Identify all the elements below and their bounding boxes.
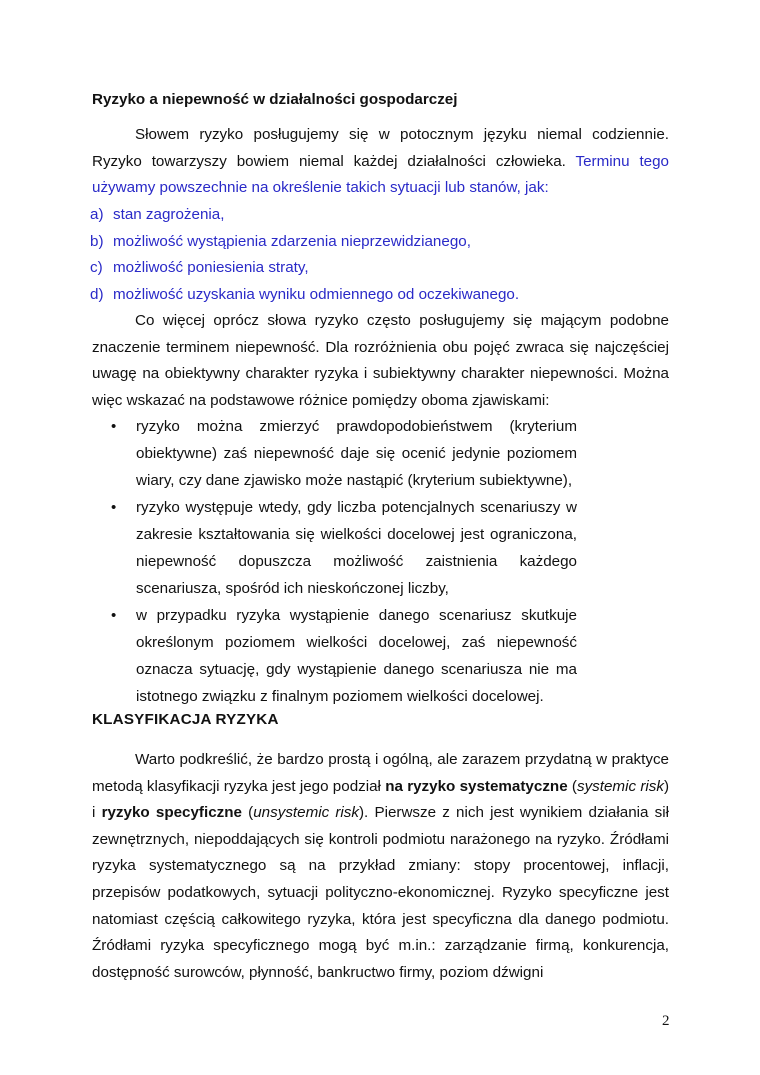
text-run: ( [241, 804, 254, 822]
page-heading: Ryzyko a niepewność w działalności gospodarczej [92, 91, 458, 108]
page-number: 2 [662, 1013, 670, 1029]
bullet-text: ryzyko występuje wtedy, gdy liczba potencjalnych scenariuszy w zakresie kształtowania się wielkości docelowej jest ograniczona, niepewność dopuszcza możliwość zaistnienia każdego scenariusza, spośród ich nieskończonej liczby, [136, 499, 577, 597]
text-run: Warto podkreślić, że bardzo prostą i ogólną, ale zarazem przydatną w praktyce metodą klasyfikacji ryzyka jest jego podział [92, 751, 669, 795]
italic-term-systemic: systemic risk [576, 777, 664, 795]
italic-term-unsystemic: unsystemic risk [253, 804, 359, 822]
comparison-paragraph: Co więcej oprócz słowa ryzyko często posługujemy się mającym podobne znaczenie terminem niepewność. Dla rozróżnienia obu pojęć zwraca się najczęściej uwagę na obiektywny charakter ryzyka i subiektywny charakter niepewności. Można więc wskazać na podstawowe różnice pomiędzy oboma zjawiskami: [92, 312, 669, 409]
bullet-item [110, 494, 577, 602]
list-item-text: stan zagrożenia, [113, 206, 225, 223]
bullet-dot-icon: • [111, 499, 117, 516]
ordered-list [90, 202, 667, 308]
bullet-text: w przypadku ryzyka wystąpienie danego scenariusz skutkuje określonym poziomem wielkości docelowej, zaś niepewność oznacza sytuację, gdy wystąpienie danego scenariusza nie ma istotnego związku z finalnym poziomem wielkości docelowej. [136, 607, 577, 705]
bullet-text: ryzyko można zmierzyć prawdopodobieństwem (kryterium obiektywne) zaś niepewność daje się ocenić jedynie poziomem wiary, czy dane zjawisko może nastąpić (kryterium subiektywne), [136, 418, 577, 489]
list-item [90, 282, 667, 309]
text-run: ). Pierwsze z nich jest wynikiem działania sił zewnętrznych, niepoddających się kontroli podmiotu narażonego na ryzyko. Źródłami ryzyka systematycznego są na przykład zmiany: stopy procentowej, inflacji, przepisów podatkowych, sytuacji polityczno-ekonomicznej. Ryzyko specyficzne jest natomiast częścią całkowitego ryzyka, która jest specyficzna dla danego podmiotu. Źródłami ryzyka specyficznego mogą być m.in.: zarządzanie firmą, konkurencja, dostępność surowców, płynność, bankructwo firmy, poziom dźwigni [92, 804, 669, 981]
bullet-item [110, 413, 577, 494]
classification-paragraph [92, 747, 669, 986]
text-run: ( [567, 777, 577, 795]
list-item-text: możliwość wystąpienia zdarzenia nieprzewidzianego, [113, 232, 471, 250]
bold-term-specific: ryzyko specyficzne [101, 804, 242, 822]
text-run: ) i [92, 777, 669, 822]
bullet-item [110, 602, 577, 710]
list-item [90, 229, 667, 256]
intro-blue-text: Terminu tego używamy powszechnie na określenie takich sytuacji lub stanów, jak: [92, 152, 669, 197]
list-marker: b) [90, 232, 104, 250]
bullet-list [110, 413, 577, 710]
list-marker: a) [90, 206, 104, 223]
list-marker: c) [90, 259, 103, 277]
intro-text: Słowem ryzyko posługujemy się w potocznym języku niemal codziennie. Ryzyko towarzyszy bowiem niemal każdej działalności człowieka. [92, 126, 669, 170]
list-item [90, 202, 667, 229]
bullet-dot-icon: • [111, 418, 117, 435]
bullet-dot-icon: • [111, 607, 117, 624]
list-item [90, 255, 667, 282]
section-heading: KLASYFIKACJA RYZYKA [92, 711, 279, 728]
bold-term-systematic: na ryzyko systematyczne [385, 777, 568, 795]
intro-paragraph [92, 122, 669, 202]
list-item-text: możliwość uzyskania wyniku odmiennego od oczekiwanego. [113, 285, 520, 303]
list-marker: d) [90, 285, 104, 303]
list-item-text: możliwość poniesienia straty, [113, 259, 309, 277]
